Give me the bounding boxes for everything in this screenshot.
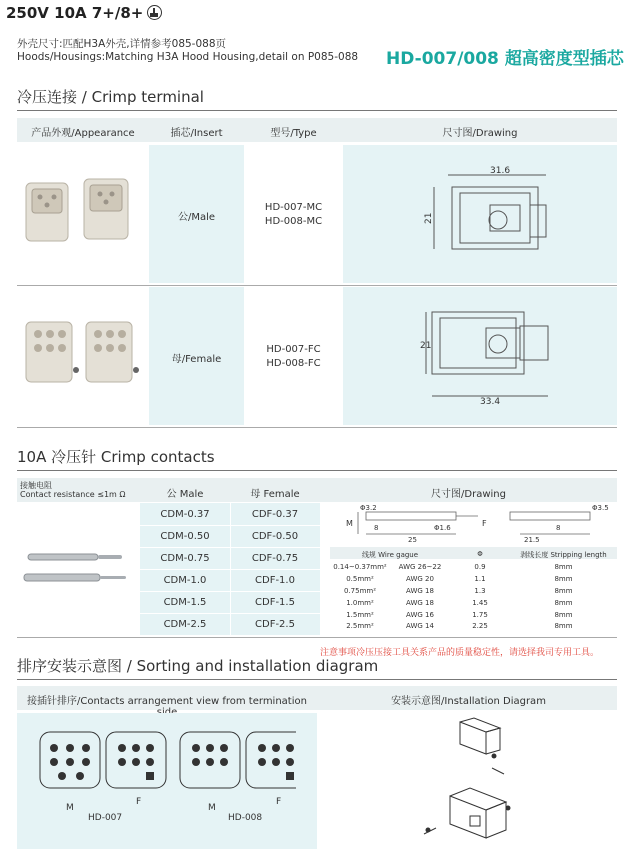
contact-d3: Φ3.5 [592,504,609,512]
male-dimension-drawing [420,165,560,265]
spec-r1-c4: 8mm [554,563,573,571]
male-contact-3: CDM-0.75 [160,553,210,564]
male-type-1: HD-007-MC [264,202,323,213]
male-dim-width: 31.6 [490,166,511,176]
housing-note-en: Hoods/Housings:Matching H3A Hood Housing,detail on P085-088 [17,51,359,63]
crimp-terminal-title: 冷压连接 / Crimp terminal [17,88,204,106]
crimp-tool-note: 注意事项冷压压接工具关系产品的质量稳定性，请选择我司专用工具。 [320,648,600,658]
contact-m-label: M [346,519,353,528]
spec-r1-c1: 0.14~0.37mm² [333,563,387,571]
contact-l3: 21.5 [524,536,540,544]
spec-r4-c3: 1.45 [472,599,488,607]
housing-note-cn: 外壳尺寸:匹配H3A外壳,详情参考085-088页 [17,38,227,50]
contact-d1: Φ3.2 [360,504,377,512]
spec-r3-c2: AWG 18 [406,587,434,595]
spec-r6-c2: AWG 14 [406,622,434,630]
sorting-title: 排序安装示意图 / Sorting and installation diagram [17,657,379,675]
col-installation: 安装示意图/Installation Diagram [391,696,546,707]
female-type-1: HD-007-FC [266,344,321,355]
spec-r5-c1: 1.5mm² [346,611,374,619]
spec-r2-c2: AWG 20 [406,575,434,583]
spec-r6-c1: 2.5mm² [346,622,374,630]
female-insert-label: 母/Female [171,354,222,365]
spec-r2-c4: 8mm [554,575,573,583]
male-type-2: HD-008-MC [264,216,323,227]
col-arrangement: 接插针排序/Contacts arrangement view from termination [27,696,307,707]
contact-f-label: F [482,519,487,528]
spec-r3-c1: 0.75mm² [343,587,377,595]
installation-diagram [420,716,530,848]
female-insert-photo [20,318,146,390]
female-contact-5: CDF-1.5 [255,597,295,608]
female-contact-1: CDF-0.37 [251,509,299,520]
female-dim-height: 21 [420,341,432,351]
male-insert-label: 公/Male [177,212,216,223]
contact-pins-photo [22,548,132,590]
spec-r4-c4: 8mm [554,599,573,607]
col-contact: 接触电阻 [20,481,52,490]
arr-f1: F [136,797,142,807]
col-drawing: 尺寸图/Drawing [442,128,518,139]
col-drawing-contacts: 尺寸图/Drawing [431,489,506,500]
female-contact-3: CDF-0.75 [251,553,299,564]
female-contact-4: CDF-1.0 [255,575,295,586]
female-dimension-drawing [420,306,560,406]
contact-d2: Φ1.6 [434,524,451,532]
spec-r6-c3: 2.25 [472,622,488,630]
col-appearance: 产品外观/Appearance [31,128,135,139]
male-contact-6: CDM-2.5 [163,619,207,630]
wire-spec-rows [330,561,617,633]
male-contact-5: CDM-1.5 [163,597,207,608]
contact-l4: 8 [556,524,561,532]
arr-m1: M [66,803,74,813]
spec-r4-c2: AWG 18 [406,599,434,607]
female-type-2: HD-008-FC [266,358,321,369]
female-contact-2: CDF-0.50 [251,531,299,542]
contact-l2: 25 [408,536,417,544]
male-contact-1: CDM-0.37 [160,509,210,520]
contact-l1: 8 [374,524,379,532]
model-cn: 超高密度型插芯 [504,49,624,69]
col-type: 型号/Type [270,128,317,139]
rating-header [6,4,162,22]
spec-r5-c2: AWG 16 [406,611,434,619]
arr-hd1: HD-007 [88,813,123,823]
spec-r5-c3: 1.75 [472,611,488,619]
spec-r3-c4: 8mm [554,587,573,595]
rating-text: 250V 10A 7+/8+ [6,4,144,22]
male-dim-height: 21 [424,212,434,224]
spec-r3-c3: 1.3 [474,587,486,595]
spec-h2: Φ [477,550,483,558]
crimp-contacts-title: 10A 冷压针 Crimp contacts [17,448,215,466]
model-title [386,44,624,69]
arr-m2: M [208,803,216,813]
model-code: HD-007/008 [386,49,499,69]
contact-arrangement-diagram [36,728,296,824]
col-female: 母 Female [250,489,300,500]
spec-r6-c4: 8mm [554,622,573,630]
male-contact-4: CDM-1.0 [163,575,207,586]
spec-r4-c1: 1.0mm² [346,599,374,607]
arr-hd2: HD-008 [228,813,263,823]
female-contact-6: CDF-2.5 [255,619,295,630]
male-contact-2: CDM-0.50 [160,531,210,542]
spec-h3: 剥线长度 Stripping length [520,551,607,559]
spec-r2-c3: 1.1 [474,575,486,583]
spec-r5-c4: 8mm [554,611,573,619]
col-insert: 插芯/Insert [170,128,223,139]
spec-h1: 线规 Wire gague [361,551,419,559]
ground-icon [147,5,162,20]
arr-f2: F [276,797,282,807]
spec-r2-c1: 0.5mm² [346,575,374,583]
spec-r1-c3: 0.9 [474,563,486,571]
col-male: 公 Male [166,489,204,500]
male-insert-photo [20,175,146,250]
female-dim-width: 33.4 [480,397,501,406]
col-contact2: Contact resistance ≤1m Ω [20,490,126,499]
contact-dimension-drawing [330,500,615,546]
spec-r1-c2: AWG 26~22 [398,563,442,571]
